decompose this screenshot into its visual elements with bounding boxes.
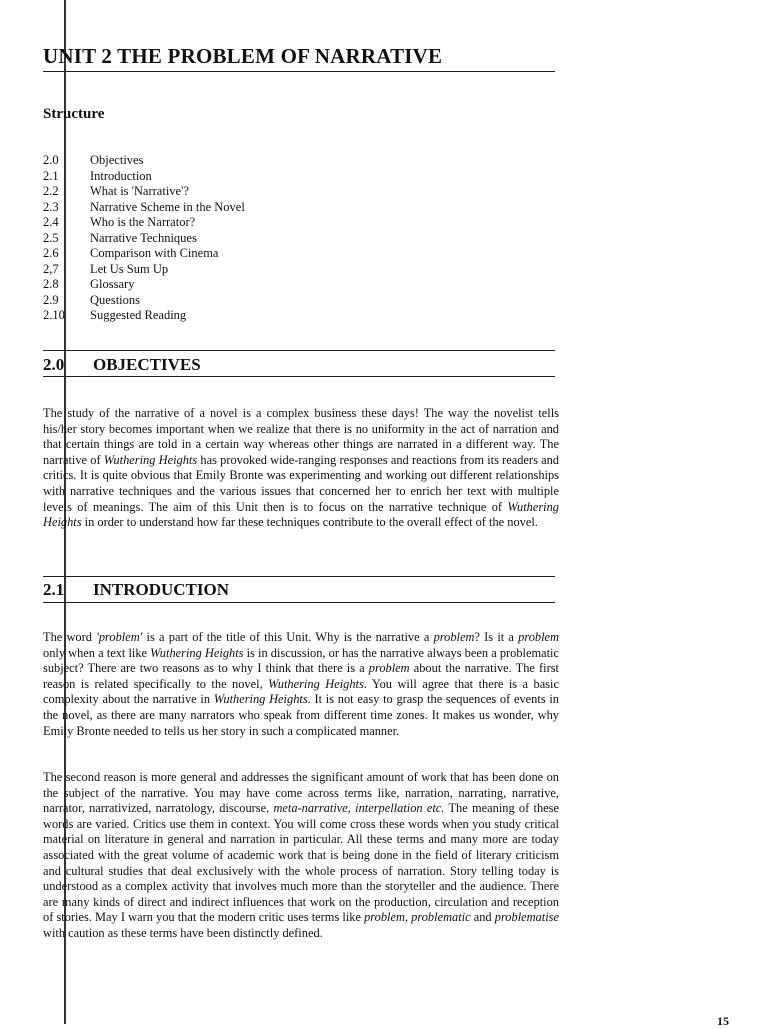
toc-row[interactable] [43,184,443,200]
introduction-top-rule [43,576,555,577]
toc-label: Introduction [90,168,152,183]
toc-label: Comparison with Cinema [90,246,219,260]
introduction-paragraph-1: The word 'problem' is a part of the title of this Unit. Why is the narrative a problem? Is it a problem only when a text like Wuthering Heights is in discussion, or has the narrative always been a problematic subject? There are two reasons as to why I think that there is a problem about the narrative. The first reason is related specifically to the novel, Wuthering Heights. You will agree that there is a basic complexity about the narrative in Wuthering Heights. It is not easy to grasp the sequences of events in the novel, as there are many narrators who speak from different time zones. It makes us wonder, why Emily Bronte needed to tells us her story in such a complicated manner. [43,630,559,738]
page-number: 15 [717,1014,729,1028]
toc-label: Glossary [90,277,135,291]
objectives-top-rule [43,350,555,351]
toc-label: What is 'Narrative'? [90,184,189,198]
toc-number: 2.3 [43,199,59,214]
toc-label: Narrative Scheme in the Novel [90,199,245,214]
introduction-paragraph-2: The second reason is more general and addresses the significant amount of work that has been done on the subject of the narrative. You may have come across terms like, narration, narrating, narrative, narrator, narrativized, narratology, discourse, meta-narrative, interpellation etc. The meaning of these words are varied. Critics use them in context. You will come cross these words when you study critical material on literature in general and narration in particular. All these terms and many more are today associated with the great volume of academic work that is being done in the field of literary criticism and cultural studies that deal exclusively with the whole process of narration. Story telling today is understood as a complex activity that involves much more than the storyteller and the audience. There are many kinds of direct and indirect influences that work on the production, circulation and reception of stories. May I warn you that the modern critic uses terms like problem, problematic and problematise with caution as these terms have been distinctly defined. [43,770,559,940]
section-number: 2.0 [43,355,65,374]
toc-number: 2.4 [43,215,59,229]
toc-label: Questions [90,292,140,307]
toc-number: 2.8 [43,277,59,291]
toc-row[interactable] [43,153,443,169]
title-rule [43,71,555,72]
toc-number: 2.2 [43,184,59,198]
toc-number: 2.1 [43,168,59,183]
toc-row[interactable] [43,308,443,324]
toc-row[interactable] [43,200,443,216]
toc-row[interactable] [43,277,443,293]
section-title: INTRODUCTION [93,580,230,599]
section-number: 2.1 [43,580,65,599]
structure-heading: Structure [43,106,105,122]
section-title: OBJECTIVES [93,355,201,374]
toc-row[interactable] [43,231,443,247]
unit-title: UNIT 2 THE PROBLEM OF NARRATIVE [43,44,443,68]
toc-row[interactable] [43,293,443,309]
toc-number: 2.5 [43,230,59,245]
toc-number: 2.6 [43,246,59,260]
toc-label: Narrative Techniques [90,230,197,245]
toc-number: 2.0 [43,153,59,167]
toc-row[interactable] [43,215,443,231]
toc-number: 2,7 [43,261,59,276]
objectives-paragraph: The study of the narrative of a novel is a complex business these days! The way the novelist tells his/her story becomes important when we realize that there is no uniformity in the act of narration and that certain things are told in a certain way whereas other things are narrated in a different way. The narrative of Wuthering Heights has provoked wide-ranging responses and reactions from its readers and critics. It is quite obvious that Emily Bronte was experimenting and working out different relationships with narrative techniques and the various issues that concerned her to enrich her text with multiple levels of meanings. The aim of this Unit then is to focus on the narrative technique of Wuthering Heights in order to understand how far these techniques contribute to the overall effect of the novel. [43,406,559,530]
toc-number: 2.9 [43,292,59,307]
objectives-heading [43,355,201,375]
introduction-bottom-rule [43,602,555,603]
toc-label: Suggested Reading [90,308,187,322]
table-of-contents [43,153,443,324]
toc-label: Who is the Narrator? [90,215,196,229]
toc-row[interactable] [43,262,443,278]
introduction-heading [43,580,229,600]
toc-row[interactable] [43,246,443,262]
toc-label: Objectives [90,153,144,167]
toc-row[interactable] [43,169,443,185]
objectives-bottom-rule [43,376,555,377]
toc-label: Let Us Sum Up [90,261,169,276]
toc-number: 2.10 [43,308,65,322]
